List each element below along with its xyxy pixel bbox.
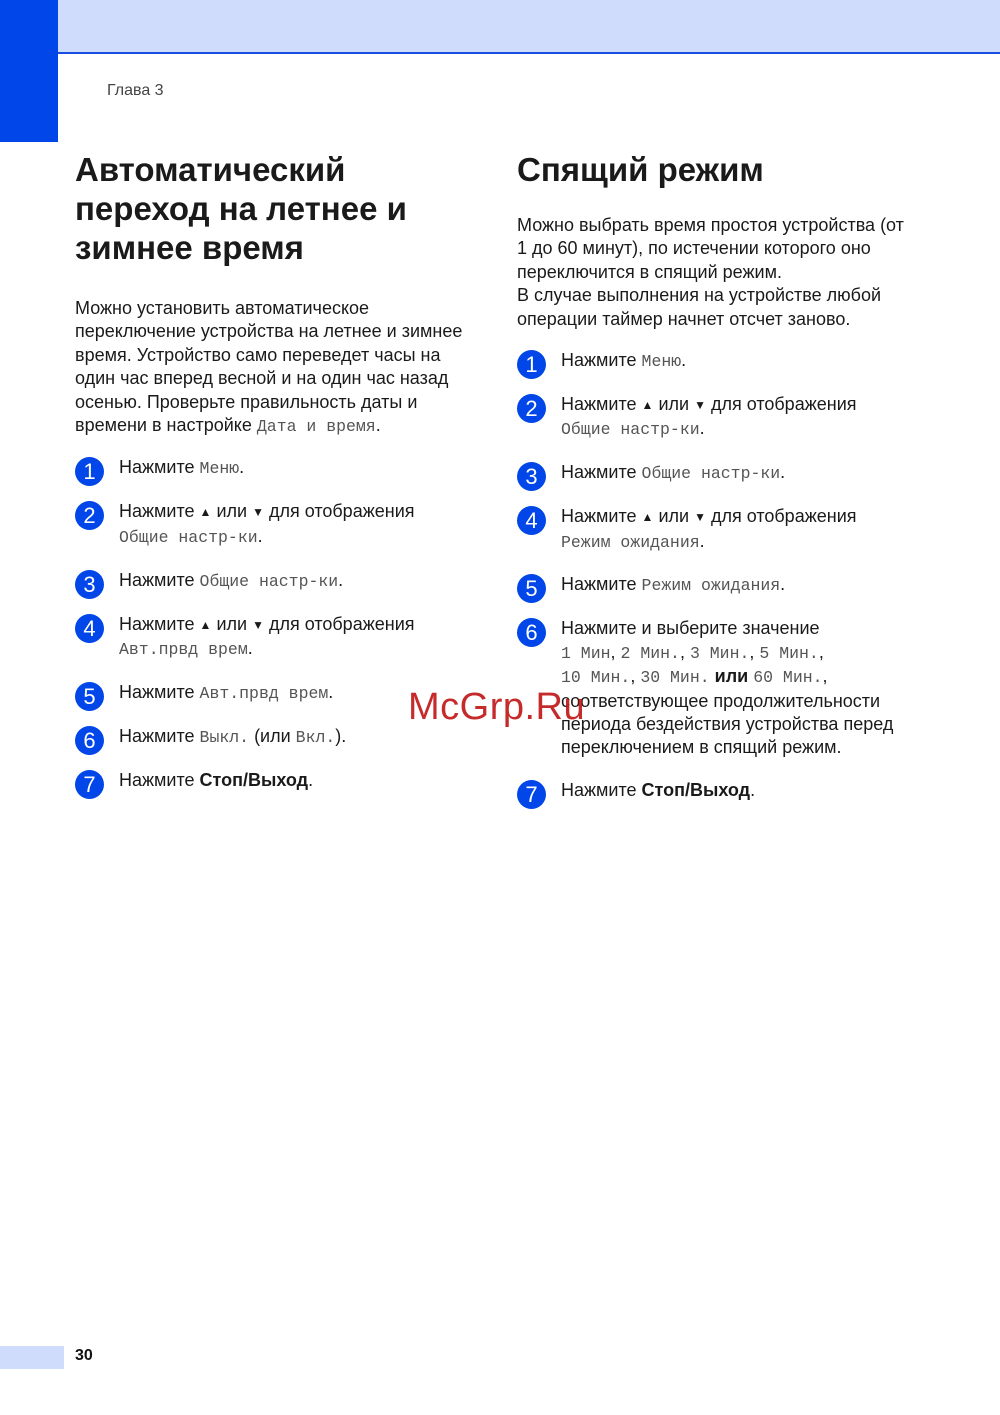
step: 7 Нажмите Стоп/Выход. [517, 779, 917, 802]
step: 4 Нажмите ▲ или ▼ для отображения Режим ожидания. [517, 505, 917, 554]
option-off: Выкл. [199, 727, 250, 747]
up-arrow-icon: ▲ [199, 617, 212, 632]
setting-name: Дата и время [256, 417, 376, 437]
step-number-badge: 5 [75, 682, 104, 711]
step-number-badge: 3 [517, 462, 546, 491]
section-title-sleep: Спящий режим [517, 151, 764, 188]
down-arrow-icon: ▼ [252, 505, 264, 520]
footer-band [0, 1346, 64, 1369]
step: 3 Нажмите Общие настр-ки. [517, 461, 917, 485]
step-number-badge: 1 [75, 457, 104, 486]
section-title-dst: Автоматический переход на летнее и зимнее время [75, 151, 407, 266]
step: 6 Нажмите и выберите значение 1 Мин, 2 Мин., 3 Мин., 5 Мин., 10 Мин., 30 Мин. или 60 Мин., соответствующее продолжительности периода бездействия устройства перед переключением в спящий режим. [517, 617, 917, 759]
step: 2 Нажмите ▲ или ▼ для отображения Общие настр-ки. [75, 500, 475, 549]
steps-list-dst [75, 456, 475, 797]
up-arrow-icon: ▲ [641, 510, 654, 525]
step: 6 Нажмите Выкл. (или Вкл.). [75, 725, 475, 749]
menu-item: Общие настр-ки [119, 527, 258, 547]
step: 3 Нажмите Общие настр-ки. [75, 569, 475, 593]
up-arrow-icon: ▲ [199, 505, 212, 520]
step: 1 Нажмите Меню. [75, 456, 475, 480]
menu-item: Авт.првд врем [199, 683, 329, 703]
menu-key: Меню [199, 459, 240, 479]
menu-item: Авт.првд врем [119, 639, 248, 659]
menu-key: Меню [641, 352, 682, 372]
watermark: McGrp.Ru [408, 686, 586, 728]
down-arrow-icon: ▼ [694, 397, 706, 412]
step: 5 Нажмите Авт.првд врем. [75, 681, 475, 705]
step: 5 Нажмите Режим ожидания. [517, 573, 917, 597]
down-arrow-icon: ▼ [694, 510, 706, 525]
chapter-label: Глава 3 [107, 82, 164, 99]
option-value: 60 Мин. [753, 668, 823, 688]
option-value: 5 Мин. [759, 643, 819, 663]
menu-item: Режим ожидания [561, 532, 700, 552]
step: 7 Нажмите Стоп/Выход. [75, 769, 475, 792]
step: 1 Нажмите Меню. [517, 349, 917, 373]
option-value: 1 Мин [561, 643, 611, 663]
step-number-badge: 6 [75, 726, 104, 755]
step-number-badge: 6 [517, 618, 546, 647]
stop-exit-key: Стоп/Выход [641, 780, 751, 801]
option-value: 2 Мин. [620, 643, 680, 663]
step-number-badge: 3 [75, 570, 104, 599]
intro-text: Можно установить автоматическое переключение устройства на летнее и зимнее время. Устройство само переведет часы на один час вперед весной и на один час назад осенью. Проверьте правильность даты и времени в настройке [75, 298, 463, 436]
header-band [0, 0, 1000, 54]
menu-item: Общие настр-ки [199, 571, 339, 591]
option-on: Вкл. [295, 727, 336, 747]
menu-item: Режим ожидания [641, 576, 781, 596]
up-arrow-icon: ▲ [641, 397, 654, 412]
section-intro-dst: Можно установить автоматическое переключение устройства на летнее и зимнее время. Устройство само переведет часы на один час вперед весной и на один час назад осенью. Проверьте правильность даты и времени в настройке Дата и время. [75, 298, 463, 437]
step-number-badge: 2 [75, 501, 104, 530]
section-intro-sleep: Можно выбрать время простоя устройства (от 1 до 60 минут), по истечении которого оно переключится в спящий режим. В случае выполнения на устройстве любой операции таймер начнет отсчет заново. [517, 215, 904, 329]
step-number-badge: 1 [517, 350, 546, 379]
step: 2 Нажмите ▲ или ▼ для отображения Общие настр-ки. [517, 393, 917, 442]
down-arrow-icon: ▼ [252, 617, 264, 632]
step-number-badge: 5 [517, 574, 546, 603]
option-value: 10 Мин. [561, 668, 631, 688]
option-value: 3 Мин. [689, 643, 750, 663]
step-number-badge: 2 [517, 394, 546, 423]
stop-exit-key: Стоп/Выход [199, 769, 309, 790]
chapter-color-tab [0, 0, 58, 142]
page-number: 30 [75, 1347, 93, 1364]
step-number-badge: 7 [75, 770, 104, 799]
steps-list-sleep [517, 349, 917, 808]
step: 4 Нажмите ▲ или ▼ для отображения Авт.првд врем. [75, 613, 475, 662]
menu-item: Общие настр-ки [641, 464, 781, 484]
option-value: 30 Мин. [640, 668, 710, 688]
step-number-badge: 7 [517, 780, 546, 809]
menu-item: Общие настр-ки [561, 420, 700, 440]
step-number-badge: 4 [75, 614, 104, 643]
step-number-badge: 4 [517, 506, 546, 535]
